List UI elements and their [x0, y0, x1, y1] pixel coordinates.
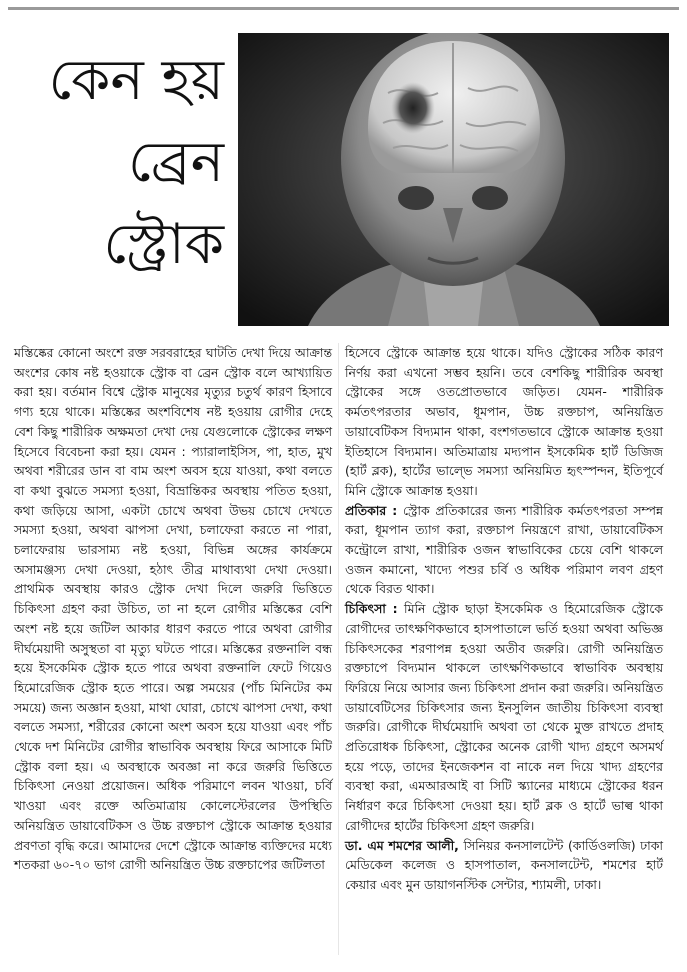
headline-line-2: ব্রেন	[128, 130, 224, 195]
remedy-paragraph	[345, 501, 663, 600]
treatment-paragraph	[345, 599, 663, 835]
brain-xray-illustration	[238, 33, 669, 326]
author-name: ডা. এম শমশের আলী,	[345, 837, 459, 853]
brain-xray-icon	[238, 33, 669, 326]
remedy-label: প্রতিকার :	[345, 502, 398, 518]
headline-line-3: স্ট্রোক	[103, 212, 224, 277]
author-credit	[345, 836, 663, 895]
headline-line-1: কেন হয়	[48, 48, 224, 113]
treatment-label: চিকিৎসা :	[345, 601, 398, 617]
treatment-text: মিনি স্ট্রোক ছাড়া ইসকেমিক ও হিমোরেজিক স্ট্রোকে রোগীদের তাৎক্ষণিকভাবে হাসপাতালে ভর্তি হওয়া অথবা অভিজ্ঞ চিকিৎসকের শরণাপন্ন হওয়া অতীব জরুরি। রোগী অনিয়ন্ত্রিত রক্তচাপে বিদ্যমান থাকলে তাৎক্ষণিকভাবে স্বাভাবিক অবস্থায় ফিরিয়ে নিয়ে আসার জন্য চিকিৎসা প্রদান করা জরুরি। অনিয়ন্ত্রিত ডায়াবেটিসের চিকিৎসার জন্য ইনসুলিন জাতীয় চিকিৎসা ব্যবস্থা জরুরি। রোগীকে দীর্ঘমেয়াদি অথবা তা থেকে মুক্ত রাখতে প্রদাহ প্রতিরোধক চিকিৎসা, স্ট্রোকের অনেক রোগী খাদ্য গ্রহণে অসমর্থ হয়ে পড়ে, তাদের ইনজেকশন বা নাকে নল দিয়ে খাদ্য গ্রহণের ব্যবস্থা করা, এমআরআই বা সিটি স্ক্যানের মাধ্যমে স্ট্রোকের ধরন নির্ধারণ করে চিকিৎসা দেওয়া হয়। হার্ট ব্লক ও হার্টে ভাল্ব থাকা রোগীদের হার্টের চিকিৎসা গ্রহণ জরুরি।	[345, 601, 663, 833]
right-column	[345, 343, 663, 895]
top-rule	[8, 7, 679, 10]
remedy-text: স্ট্রোক প্রতিকারের জন্য শারীরিক কর্মতৎপরতা সম্পন্ন করা, ধূমপান ত্যাগ করা, রক্তচাপ নিয়ন্ত্রণে রাখা, ডায়াবেটিকস কন্ট্রোলে রাখা, শারীরিক ওজন স্বাভাবিকের চেয়ে বেশি থাকলে ওজন কমানো, খাদ্যে পশুর চর্বি ও অধিক পরিমাণ লবণ গ্রহণ থেকে বিরত থাকা।	[345, 502, 663, 597]
column-divider	[338, 343, 339, 955]
author-details: সিনিয়র কনসালটেন্ট (কার্ডিওলজি) ঢাকা মেডিকেল কলেজ ও হাসপাতাল, কনসালটেন্ট, শমশের হার্ট কেয়ার এবং মুন ডায়াগনস্টিক সেন্টার, শ্যামলী, ঢাকা।	[345, 837, 663, 892]
left-column	[14, 343, 332, 875]
headline	[14, 40, 224, 286]
article-paragraph: হিসেবে স্ট্রোকে আক্রান্ত হয়ে থাকে। যদিও স্ট্রোকের সঠিক কারণ নির্ণয় করা এখনো সম্ভব হয়নি। তবে বেশকিছু শারীরিক অবস্থা স্ট্রোকের সঙ্গে ওতপ্রোতভাবে জড়িত। যেমন- শারীরিক কর্মতৎপরতার অভাব, ধূমপান, উচ্চ রক্তচাপ, অনিয়ন্ত্রিত ডায়াবেটিকস বিদ্যমান থাকা, বংশগতভাবে স্ট্রোকে আক্রান্ত হওয়া ইতিহাসে বিদ্যমান। অতিমাত্রায় মদ্যপান ইসকেমিক হার্ট ডিজিজ (হার্ট ব্লক), হার্টের ভাল্ভে সমস্যা অনিয়মিত হৃৎস্পন্দন, ইতিপূর্বে মিনি স্ট্রোকে আক্রান্ত হওয়া।	[345, 345, 663, 498]
article-paragraph: মস্তিষ্কের কোনো অংশে রক্ত সরবরাহের ঘাটতি দেখা দিয়ে আক্রান্ত অংশের কোষ নষ্ট হওয়াকে স্ট্রোক বা ব্রেন স্ট্রোক বলে আখ্যায়িত করা হয়। বর্তমান বিশ্বে স্ট্রোক মানুষের মৃত্যুর চতুর্থ কারণ হিসাবে গণ্য হয়ে থাকে। মস্তিষ্কের অংশবিশেষ নষ্ট হওয়ায় রোগীর দেহে বেশ কিছু শারীরিক অক্ষমতা দেখা দেয় যেগুলোকে স্ট্রোকের লক্ষণ হিসেবে বিবেচনা করা হয়। যেমন : প্যারালাইসিস, পা, হাত, মুখ অথবা শরীরের ডান বা বাম অংশ অবস হয়ে যাওয়া, কথা বলতে বা কথা বুঝতে সমস্যা হওয়া, বিভ্রান্তিকর অবস্থায় পতিত হওয়া, কথা জড়িয়ে আসা, একটা চোখে অথবা উভয় চোখে দেখতে সমস্যা হওয়া, অথবা ঝাপসা দেখা, চলাফেরা করতে না পারা, চলাফেরায় ভারসাম্য নষ্ট হওয়া, বিভিন্ন অঙ্গের কার্যক্রমে অসামঞ্জস্য দেখা দেওয়া, হঠাৎ তীব্র মাথাব্যথা দেখা দেওয়া। প্রাথমিক অবস্থায় কারও স্ট্রোক দেখা দিলে জরুরি ভিত্তিতে চিকিৎসা গ্রহণ করা উচিত, তা না হলে রোগীর মস্তিষ্কের বেশি অংশ নষ্ট হয়ে জটিল আকার ধারণ করতে পারে অথবা রোগীর দীর্ঘমেয়াদী অসুস্থতা বা মৃত্যু ঘটতে পারে। মস্তিষ্কের রক্তনালি বন্ধ হয়ে ইসকেমিক স্ট্রোক হতে পারে অথবা রক্তনালি ফেটে গিয়েও হিমোরেজিক স্ট্রোক হতে পারে। অল্প সময়ের (পাঁচ মিনিটের কম সময়ে) জন্য অজ্ঞান হওয়া, মাথা ঘোরা, চোখে ঝাপসা দেখা, কথা বলতে সমস্যা, শরীরের কোনো অংশ অবস হয়ে যাওয়া এবং পাঁচ থেকে দশ মিনিটের রোগীর স্বাভাবিক অবস্থায় ফিরে আসাকে মিটি স্ট্রোক বলা হয়। এ অবস্থাকে অবজ্ঞা না করে জরুরি ভিত্তিতে চিকিৎসা নেওয়া প্রয়োজন। অধিক পরিমাণে লবন খাওয়া, চর্বি খাওয়া এবং রক্তে অতিমাত্রায় কোলেস্টেরলের উপস্থিতি অনিয়ন্ত্রিত ডায়াবেটিকস ও উচ্চ রক্তচাপ স্ট্রোকে আক্রান্ত হওয়ার প্রবণতা বৃদ্ধি করে। আমাদের দেশে স্ট্রোকে আক্রান্ত ব্যক্তিদের মধ্যে শতকরা ৬০-৭০ ভাগ রোগী অনিয়ন্ত্রিত উচ্চ রক্তচাপের জটিলতা	[14, 345, 332, 873]
